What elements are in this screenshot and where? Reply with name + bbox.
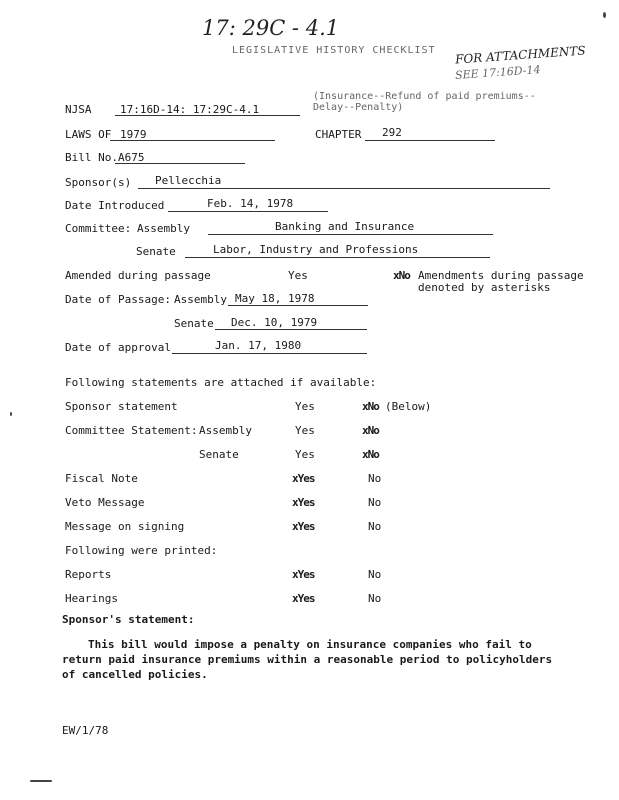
- sponsor-statement-note: (Below): [385, 400, 432, 413]
- amended-no: xNo: [393, 269, 410, 282]
- checklist-stamp: LEGISLATIVE HISTORY CHECKLIST: [232, 45, 436, 56]
- committee-label: Committee:: [65, 222, 132, 235]
- scan-speck: [603, 12, 606, 18]
- committee-statement-senate-yes: Yes: [295, 448, 315, 461]
- subject-line1: (Insurance--Refund of paid premiums--: [313, 91, 536, 102]
- hearings-yes: xYes: [292, 592, 315, 605]
- hearings-label: Hearings: [65, 592, 118, 605]
- scan-speck: [10, 412, 12, 416]
- laws-of-label: LAWS OF: [65, 128, 112, 141]
- njsa-value: 17:16D-14: 17:29C-4.1: [120, 103, 260, 116]
- committee-statement-assembly-yes: Yes: [295, 424, 315, 437]
- veto-message-yes: xYes: [292, 496, 315, 509]
- assembly-committee-value: Banking and Insurance: [275, 220, 415, 233]
- fiscal-note-yes: xYes: [292, 472, 315, 485]
- amended-note-line1: Amendments during passage: [418, 269, 584, 282]
- passage-assembly-label: Assembly: [174, 293, 227, 306]
- sponsor-statement-heading: Sponsor's statement:: [62, 613, 195, 626]
- handwritten-reference: 17: 29C - 4.1: [202, 16, 340, 40]
- statements-heading: Following statements are attached if available:: [65, 376, 377, 389]
- veto-message-label: Veto Message: [65, 496, 145, 509]
- committee-statement-senate-no: xNo: [362, 448, 379, 461]
- sponsor-statement-label: Sponsor statement: [65, 400, 178, 413]
- date-passage-label: Date of Passage:: [65, 293, 171, 306]
- sponsor-statement-text: This bill would impose a penalty on insurance companies who fail to return paid insurance premiums within a reasonable period to policyholders of cancelled policies.: [62, 638, 553, 681]
- passage-senate-label: Senate: [174, 317, 214, 330]
- printed-heading: Following were printed:: [65, 544, 218, 557]
- amended-yes: Yes: [288, 269, 308, 282]
- bill-no-value: A675: [118, 151, 145, 164]
- date-introduced-value: Feb. 14, 1978: [207, 197, 294, 210]
- reports-yes: xYes: [292, 568, 315, 581]
- attachments-note-line2: SEE 17:16D-14: [454, 63, 541, 82]
- bill-no-label: Bill No.: [65, 151, 118, 164]
- sponsor-statement-no: xNo: [362, 400, 379, 413]
- date-introduced-label: Date Introduced: [65, 199, 165, 212]
- fiscal-note-no: No: [368, 472, 382, 485]
- subject-line2: Delay--Penalty): [313, 102, 404, 113]
- date-approval-label: Date of approval: [65, 341, 171, 354]
- sponsor-statement-yes: Yes: [295, 400, 315, 413]
- reports-label: Reports: [65, 568, 112, 581]
- amended-note-line2: denoted by asterisks: [418, 281, 551, 294]
- reports-no: No: [368, 568, 382, 581]
- passage-senate-value: Dec. 10, 1979: [231, 316, 318, 329]
- date-approval-value: Jan. 17, 1980: [215, 339, 302, 352]
- committee-statement-label: Committee Statement:: [65, 424, 198, 437]
- fiscal-note-label: Fiscal Note: [65, 472, 138, 485]
- veto-message-no: No: [368, 496, 382, 509]
- chapter-value: 292: [382, 126, 402, 139]
- senate-committee-value: Labor, Industry and Professions: [213, 243, 419, 256]
- sponsors-value: Pellecchia: [155, 174, 222, 187]
- sponsors-label: Sponsor(s): [65, 176, 132, 189]
- footer-code: EW/1/78: [62, 724, 109, 737]
- committee-statement-assembly-label: Assembly: [199, 424, 252, 437]
- message-signing-yes: xYes: [292, 520, 315, 533]
- passage-assembly-value: May 18, 1978: [235, 292, 315, 305]
- njsa-label: NJSA: [65, 103, 92, 116]
- amended-label: Amended during passage: [65, 269, 211, 282]
- chapter-label: CHAPTER: [315, 128, 362, 141]
- senate-committee-label: Senate: [136, 245, 176, 258]
- message-signing-label: Message on signing: [65, 520, 185, 533]
- assembly-committee-label: Assembly: [137, 222, 190, 235]
- scan-streak: [30, 780, 52, 782]
- message-signing-no: No: [368, 520, 382, 533]
- committee-statement-senate-label: Senate: [199, 448, 239, 461]
- hearings-no: No: [368, 592, 382, 605]
- attachments-note-line1: FOR ATTACHMENTS: [454, 43, 587, 67]
- committee-statement-assembly-no: xNo: [362, 424, 379, 437]
- laws-of-value: 1979: [120, 128, 147, 141]
